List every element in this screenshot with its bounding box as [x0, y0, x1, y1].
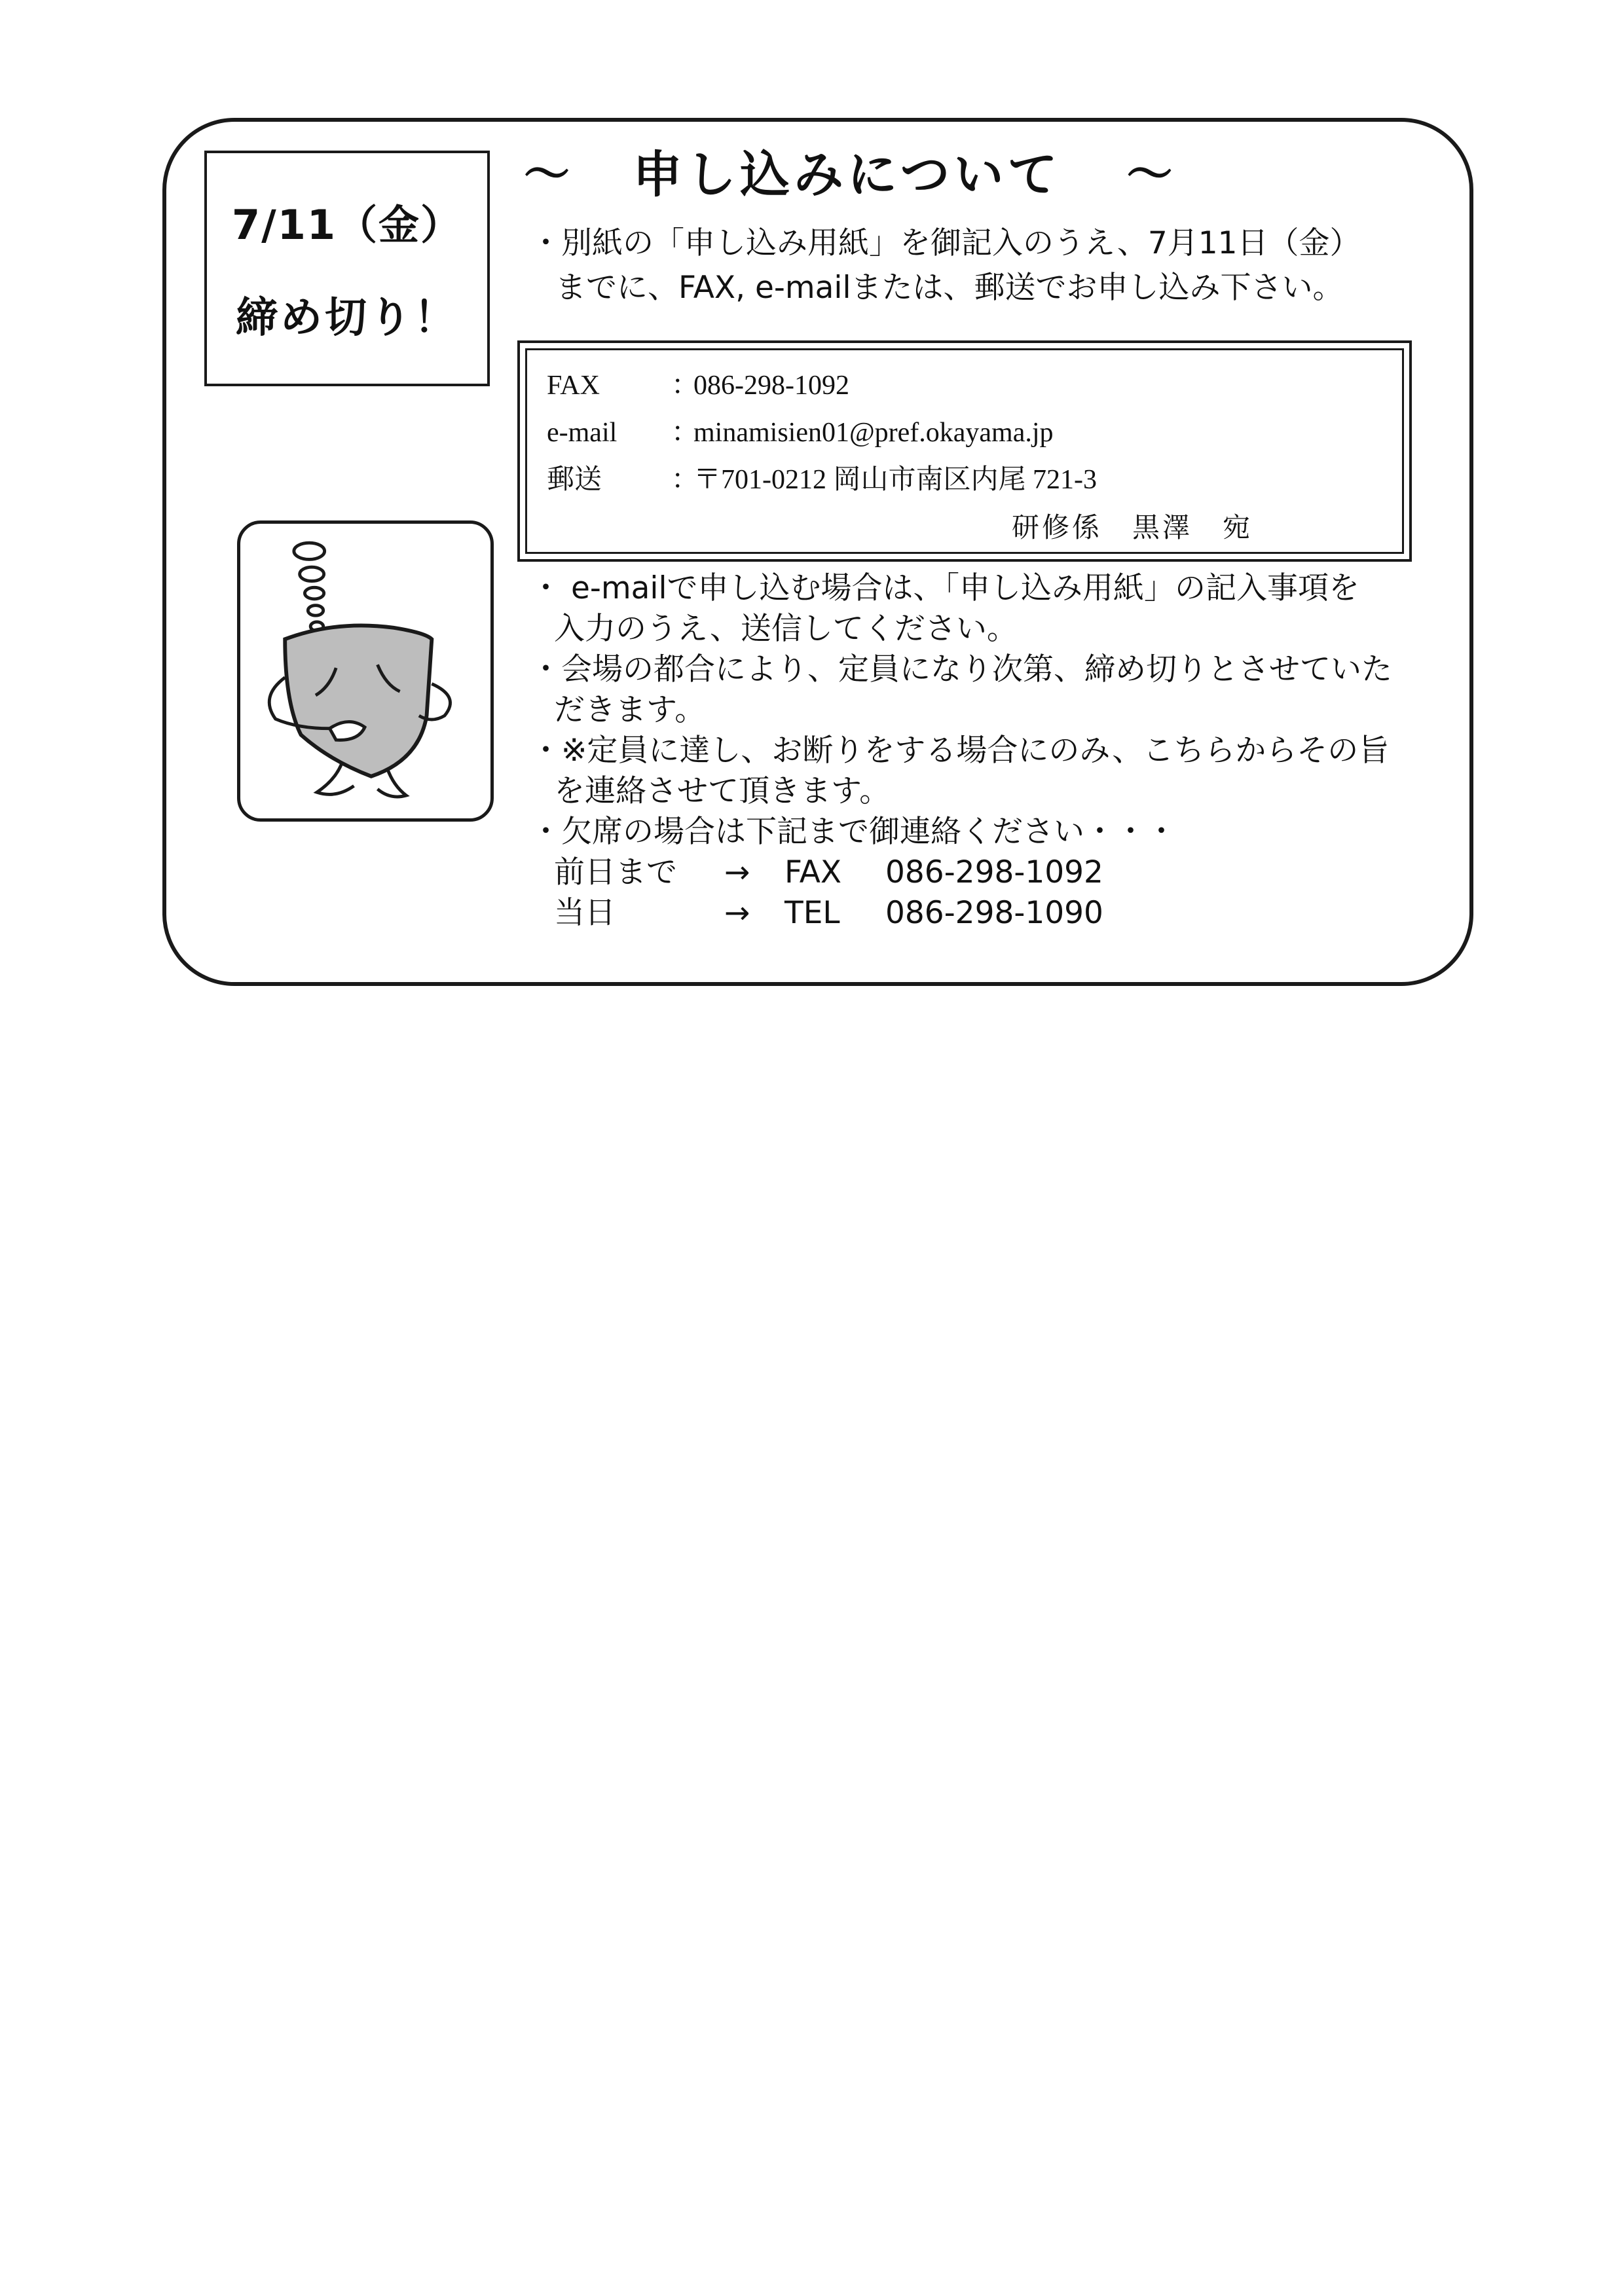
contact-row-post [547, 458, 1097, 497]
note-line: ・ e-mailで申し込む場合は、「申し込み用紙」の記入事項を [530, 570, 1360, 606]
email-address: minamisien01@pref.okayama.jp [693, 418, 1054, 448]
absence-intro: ・欠席の場合は下記まで御連絡ください・・・ [530, 814, 1177, 850]
absence-when: 前日まで [554, 854, 677, 890]
email-separator: ： [671, 418, 699, 448]
absence-row-before [530, 852, 1460, 893]
note-item [530, 568, 1460, 649]
note-line: ・※定員に達し、お断りをする場合にのみ、こちらからその旨 [530, 733, 1390, 769]
title-left-tilde: ～ [524, 147, 570, 201]
postal-address: 〒701-0212 岡山市南区内尾 721-3 [693, 465, 1097, 495]
fax-label: FAX [547, 371, 600, 401]
contact-row-email [547, 410, 1054, 450]
fax-number: 086-298-1092 [693, 371, 849, 401]
arrow-icon: → [724, 854, 750, 890]
deadline-box [204, 151, 490, 386]
fax-separator: ： [671, 371, 699, 401]
absence-contact [530, 812, 1460, 934]
absence-number: 086-298-1090 [885, 895, 1103, 931]
email-label: e-mail [547, 418, 618, 448]
intro-line-1: ・別紙の「申し込み用紙」を御記入のうえ、7月11日（金） [530, 225, 1361, 261]
note-item [530, 649, 1460, 731]
absence-number: 086-298-1092 [885, 854, 1103, 890]
title-right-tilde: ～ [1126, 147, 1173, 201]
post-separator: ： [671, 465, 699, 495]
page-title [524, 134, 1205, 206]
absence-via: FAX [784, 854, 842, 890]
arrow-icon: → [724, 895, 750, 931]
deadline-date: 7/11（金） [231, 201, 463, 249]
notes-list [530, 568, 1460, 934]
post-label: 郵送 [547, 465, 602, 495]
note-line: 入力のうえ、送信してください。 [554, 611, 1018, 647]
thinking-mascot-icon [240, 524, 490, 818]
recipient: 研修係 黒澤 宛 [1012, 513, 1253, 543]
absence-via: TEL [784, 895, 840, 931]
title-text: 申し込みについて [633, 145, 1061, 204]
deadline-text: 締め切り！ [236, 294, 458, 342]
absence-row-sameday [530, 893, 1460, 934]
intro-paragraph [530, 221, 1447, 310]
contact-box [517, 340, 1412, 562]
note-item [530, 731, 1460, 812]
mascot-illustration [237, 520, 494, 822]
contact-row-fax [547, 363, 849, 403]
note-line: だきます。 [554, 692, 706, 728]
note-line: を連絡させて頂きます。 [554, 773, 891, 809]
absence-when: 当日 [554, 895, 616, 931]
note-line: ・会場の都合により、定員になり次第、締め切りとさせていた [530, 651, 1392, 687]
contact-inner-border [525, 348, 1404, 554]
intro-line-2: までに、FAX, e-mailまたは、郵送でお申し込み下さい。 [555, 270, 1344, 306]
